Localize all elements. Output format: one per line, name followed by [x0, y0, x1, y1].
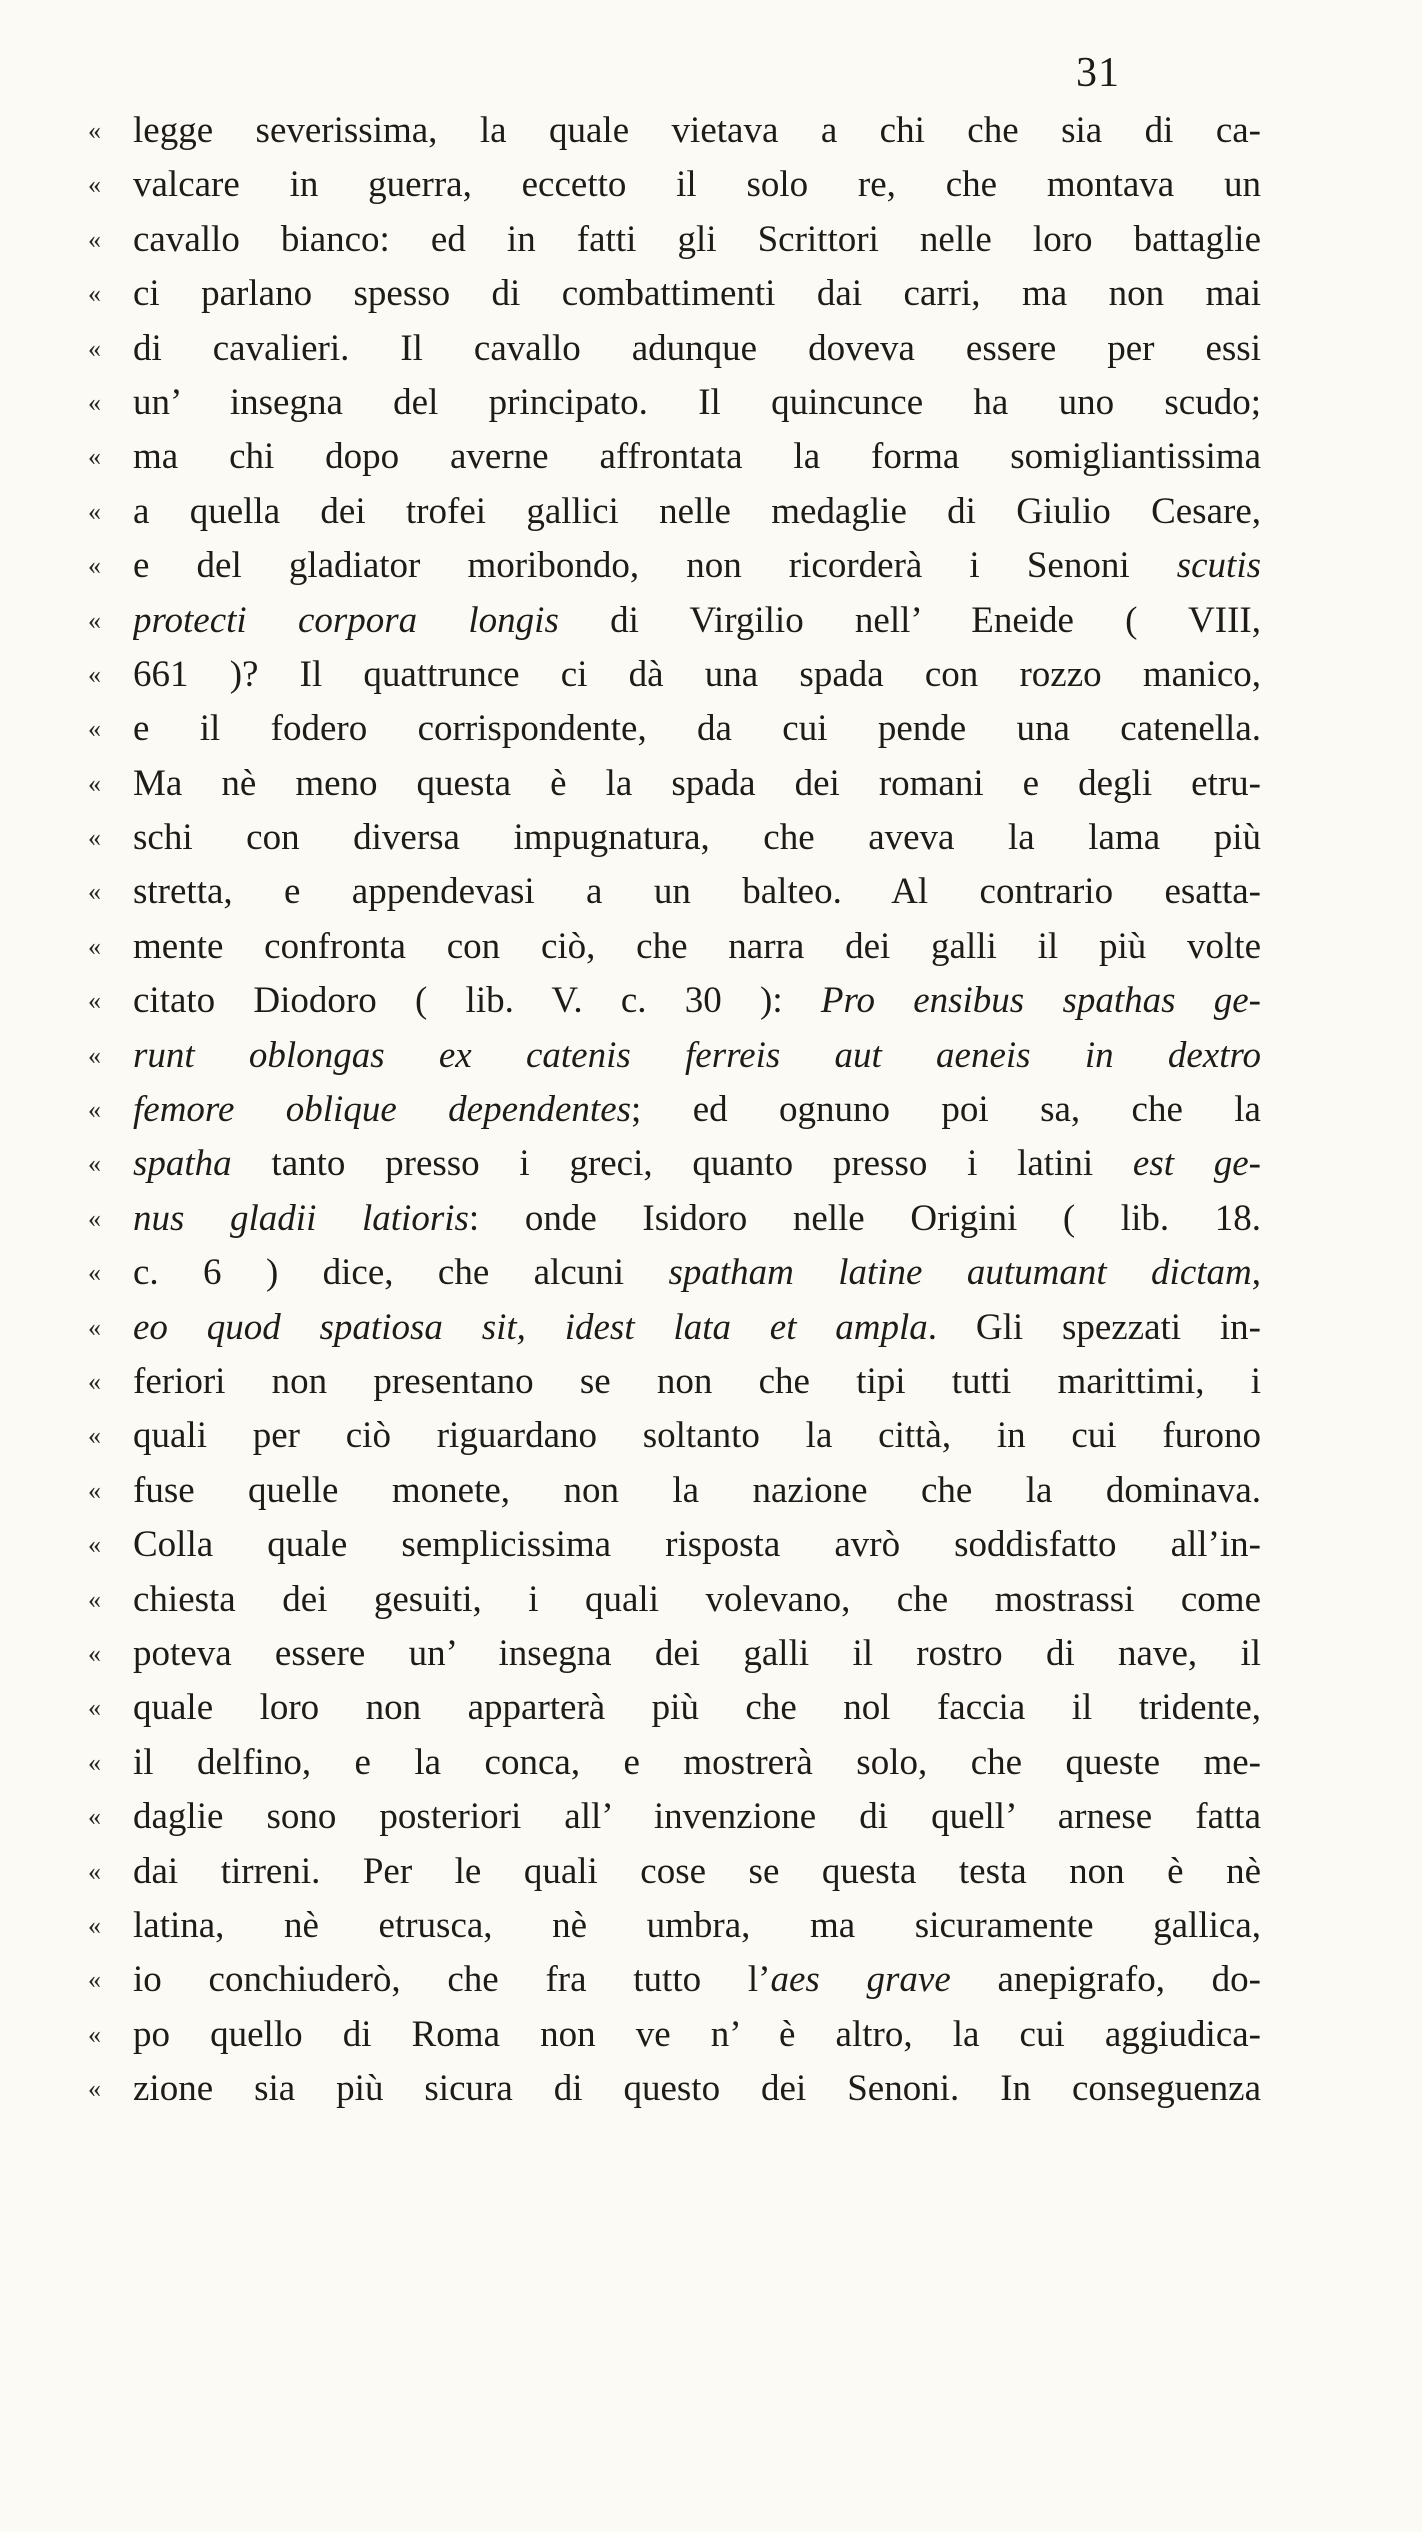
line-text — [133, 1736, 1261, 1790]
italic-phrase: Pro ensibus spathas ge- — [820, 980, 1261, 1022]
italic-phrase: aes grave — [770, 1959, 951, 2001]
text-run: schi con diversa impugnatura, che aveva la lama più — [133, 817, 1261, 859]
text-run: c. 6 ) dice, che alcuni — [133, 1252, 669, 1294]
text-run: cavallo bianco: ed in fatti gli Scrittori nelle loro battaglie — [133, 218, 1261, 260]
text-line — [88, 1246, 1261, 1300]
text-run: dai tirreni. Per le quali cose se questa testa non è nè — [133, 1850, 1261, 1892]
line-text — [133, 213, 1261, 267]
quotation-mark: « — [88, 986, 101, 1016]
italic-phrase: est ge- — [1132, 1143, 1261, 1185]
text-run: fuse quelle monete, non la nazione che la dominava. — [133, 1469, 1261, 1511]
text-line — [88, 1736, 1261, 1790]
text-run: un’ insegna del principato. Il quincunce ha uno scudo; — [133, 381, 1261, 423]
quotation-mark: « — [88, 1584, 101, 1614]
text-line — [88, 2008, 1261, 2062]
quotation-mark: « — [88, 1802, 101, 1832]
quotation-mark: « — [88, 931, 101, 961]
quotation-mark: « — [88, 279, 101, 309]
text-line — [88, 267, 1261, 321]
line-text — [133, 267, 1261, 321]
line-text — [133, 376, 1261, 430]
quotation-mark: « — [88, 2074, 101, 2104]
body-text — [88, 104, 1261, 2116]
text-line — [88, 539, 1261, 593]
text-line — [88, 648, 1261, 702]
line-text — [133, 322, 1261, 376]
text-run: io conchiuderò, che fra tutto l’ — [133, 1959, 771, 2001]
quotation-mark: « — [88, 1638, 101, 1668]
text-run: chiesta dei gesuiti, i quali volevano, che mostrassi come — [133, 1578, 1261, 1620]
quotation-mark: « — [88, 714, 101, 744]
quotation-mark: « — [88, 877, 101, 907]
text-run: ma chi dopo averne affrontata la forma somigliantissima — [133, 436, 1261, 478]
text-line — [88, 594, 1261, 648]
text-run: Colla quale semplicissima risposta avrò soddisfatto all’in- — [133, 1524, 1261, 1566]
quotation-mark: « — [88, 1856, 101, 1886]
text-run: e del gladiator moribondo, non ricorderà i Senoni — [133, 545, 1177, 587]
text-line — [88, 1464, 1261, 1518]
text-line — [88, 1899, 1261, 1953]
text-run: zione sia più sicura di questo dei Senoni. In conseguenza — [133, 2068, 1261, 2110]
quotation-mark: « — [88, 1530, 101, 1560]
text-run: ; ed ognuno poi sa, che la — [631, 1089, 1261, 1131]
text-line — [88, 702, 1261, 756]
text-run: latina, nè etrusca, nè umbra, ma sicuramente gallica, — [133, 1904, 1261, 1946]
italic-phrase: scutis — [1176, 545, 1261, 587]
text-line — [88, 2062, 1261, 2116]
line-text — [133, 1192, 1261, 1246]
italic-phrase: runt oblongas ex catenis ferreis aut aeneis in dextro — [133, 1034, 1261, 1076]
italic-phrase: spatham latine autumant dictam — [668, 1252, 1252, 1294]
text-run: valcare in guerra, eccetto il solo re, che montava un — [133, 164, 1261, 206]
text-line — [88, 1573, 1261, 1627]
text-run: stretta, e appendevasi a un balteo. Al contrario esatta- — [133, 871, 1261, 913]
text-line — [88, 1029, 1261, 1083]
line-text — [133, 757, 1261, 811]
line-text — [133, 1301, 1261, 1355]
quotation-mark: « — [88, 1312, 101, 1342]
line-text — [133, 1409, 1261, 1463]
line-text — [133, 1518, 1261, 1572]
text-run: , — [1251, 1252, 1261, 1294]
quotation-mark: « — [88, 659, 101, 689]
line-text — [133, 2008, 1261, 2062]
quotation-mark: « — [88, 1965, 101, 1995]
line-text — [133, 1627, 1261, 1681]
quotation-mark: « — [88, 1258, 101, 1288]
text-run: . Gli spezzati in- — [927, 1306, 1261, 1348]
text-line — [88, 974, 1261, 1028]
line-text — [133, 648, 1261, 702]
line-text — [133, 811, 1261, 865]
text-run: di cavalieri. Il cavallo adunque doveva essere per essi — [133, 327, 1261, 369]
line-text — [133, 1953, 1261, 2007]
text-line — [88, 865, 1261, 919]
line-text — [133, 1029, 1261, 1083]
text-line — [88, 1518, 1261, 1572]
text-run: quale loro non apparterà più che nol faccia il tridente, — [133, 1687, 1261, 1729]
quotation-mark: « — [88, 1040, 101, 1070]
line-text — [133, 1790, 1261, 1844]
line-text — [133, 974, 1261, 1028]
text-line — [88, 1627, 1261, 1681]
text-line — [88, 430, 1261, 484]
quotation-mark: « — [88, 1475, 101, 1505]
text-line — [88, 158, 1261, 212]
text-run: citato Diodoro ( lib. V. c. 30 ): — [133, 980, 821, 1022]
text-line — [88, 1083, 1261, 1137]
text-line — [88, 1790, 1261, 1844]
text-line — [88, 376, 1261, 430]
text-line — [88, 1953, 1261, 2007]
line-text — [133, 1681, 1261, 1735]
line-text — [133, 594, 1261, 648]
line-text — [133, 158, 1261, 212]
text-run: 661 )? Il quattrunce ci dà una spada con rozzo manico, — [133, 653, 1261, 695]
italic-phrase: spatha — [133, 1143, 232, 1185]
quotation-mark: « — [88, 387, 101, 417]
text-line — [88, 1355, 1261, 1409]
line-text — [133, 702, 1261, 756]
line-text — [133, 539, 1261, 593]
text-run: quali per ciò riguardano soltanto la città, in cui furono — [133, 1415, 1261, 1457]
line-text — [133, 485, 1261, 539]
line-text — [133, 1899, 1261, 1953]
line-text — [133, 104, 1261, 158]
quotation-mark: « — [88, 551, 101, 581]
text-run: : onde Isidoro nelle Origini ( lib. 18. — [468, 1197, 1261, 1239]
text-line — [88, 1681, 1261, 1735]
text-run: a quella dei trofei gallici nelle medaglie di Giulio Cesare, — [133, 490, 1261, 532]
page-number: 31 — [1076, 50, 1120, 96]
text-line — [88, 213, 1261, 267]
quotation-mark: « — [88, 116, 101, 145]
text-line — [88, 322, 1261, 376]
text-line — [88, 1192, 1261, 1246]
text-run: ci parlano spesso di combattimenti dai carri, ma non mai — [133, 273, 1261, 315]
quotation-mark: « — [88, 605, 101, 635]
line-text — [133, 920, 1261, 974]
quotation-mark: « — [88, 1747, 101, 1777]
text-run: di Virgilio nell’ Eneide ( VIII, — [558, 599, 1261, 641]
quotation-mark: « — [88, 442, 101, 472]
quotation-mark: « — [88, 333, 101, 363]
italic-phrase: eo quod spatiosa sit, idest lata et ampla — [133, 1306, 928, 1348]
quotation-mark: « — [88, 823, 101, 853]
italic-phrase: nus gladii latioris — [133, 1197, 469, 1239]
text-line — [88, 1301, 1261, 1355]
text-run: po quello di Roma non ve n’ è altro, la cui aggiudica- — [133, 2013, 1261, 2055]
quotation-mark: « — [88, 170, 101, 200]
quotation-mark: « — [88, 1095, 101, 1125]
line-text — [133, 430, 1261, 484]
line-text — [133, 1464, 1261, 1518]
text-line — [88, 1409, 1261, 1463]
quotation-mark: « — [88, 1149, 101, 1179]
quotation-mark: « — [88, 768, 101, 798]
text-line — [88, 1137, 1261, 1191]
text-run: daglie sono posteriori all’ invenzione di quell’ arnese fatta — [133, 1796, 1261, 1838]
text-run: il delfino, e la conca, e mostrerà solo, che queste me- — [133, 1741, 1261, 1783]
text-run: tanto presso i greci, quanto presso i latini — [231, 1143, 1133, 1185]
quotation-mark: « — [88, 1421, 101, 1451]
line-text — [133, 1845, 1261, 1899]
line-text — [133, 1355, 1261, 1409]
italic-phrase: femore oblique dependentes — [133, 1089, 632, 1131]
text-run: feriori non presentano se non che tipi tutti marittimi, i — [133, 1360, 1261, 1402]
text-line — [88, 104, 1261, 158]
line-text — [133, 865, 1261, 919]
text-run: mente confronta con ciò, che narra dei galli il più volte — [133, 925, 1261, 967]
quotation-mark: « — [88, 1366, 101, 1396]
text-line — [88, 757, 1261, 811]
quotation-mark: « — [88, 1203, 101, 1233]
line-text — [133, 1137, 1261, 1191]
text-run: e il fodero corrispondente, da cui pende una catenella. — [133, 708, 1261, 750]
quotation-mark: « — [88, 496, 101, 526]
text-run: poteva essere un’ insegna dei galli il rostro di nave, il — [133, 1632, 1261, 1674]
text-line — [88, 920, 1261, 974]
text-run: anepigrafo, do- — [950, 1959, 1261, 2001]
text-line — [88, 811, 1261, 865]
quotation-mark: « — [88, 224, 101, 254]
italic-phrase: protecti corpora longis — [133, 599, 559, 641]
line-text — [133, 2062, 1261, 2116]
text-line — [88, 485, 1261, 539]
line-text — [133, 1246, 1261, 1300]
quotation-mark: « — [88, 2019, 101, 2049]
quotation-mark: « — [88, 1910, 101, 1940]
quotation-mark: « — [88, 1693, 101, 1723]
text-run: Ma nè meno questa è la spada dei romani e degli etru- — [133, 762, 1261, 804]
text-line — [88, 1845, 1261, 1899]
line-text — [133, 1573, 1261, 1627]
line-text — [133, 1083, 1261, 1137]
text-run: legge severissima, la quale vietava a chi che sia di ca- — [133, 110, 1261, 151]
